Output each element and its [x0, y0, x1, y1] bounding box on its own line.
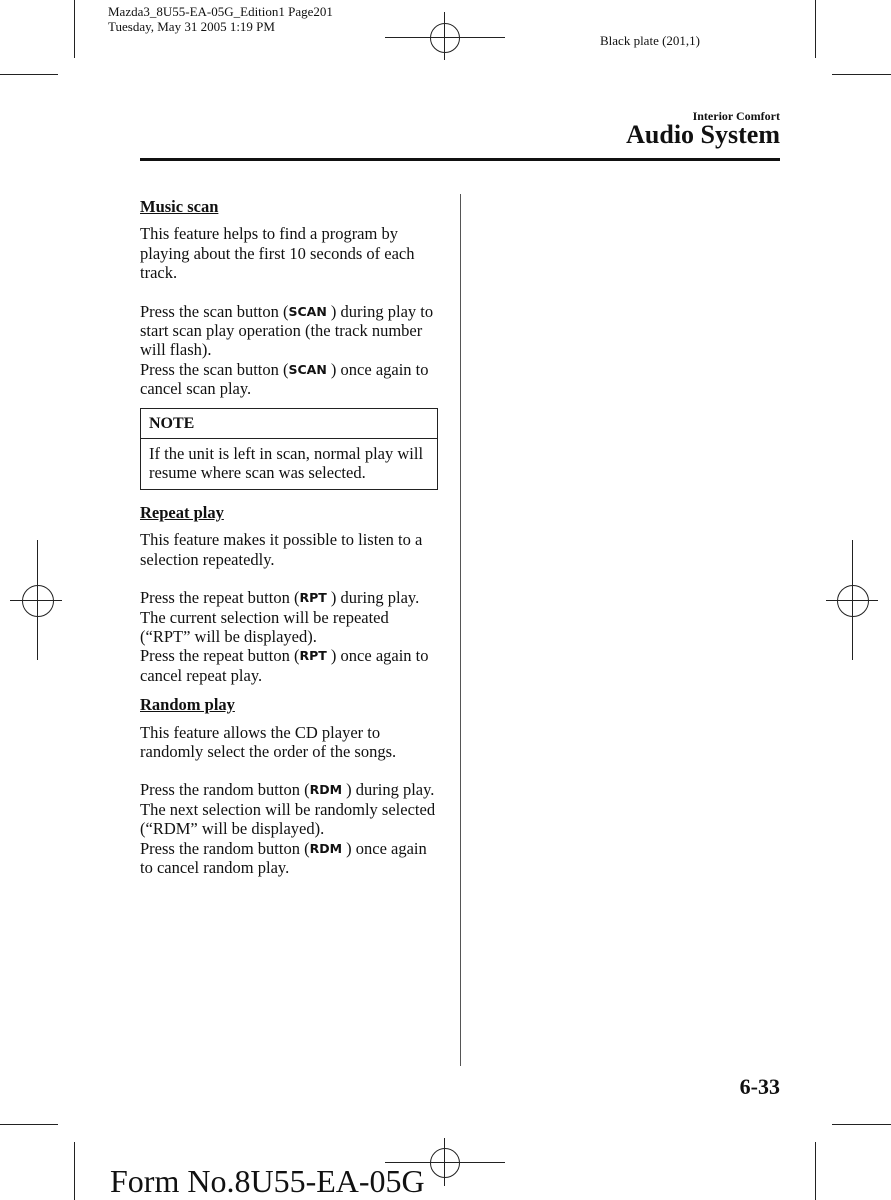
rpt-button-icon: RPT [299, 648, 327, 664]
repeat-play-heading: Repeat play [140, 502, 224, 522]
repeat-play-intro: This feature makes it possible to listen to a selection repeatedly. [140, 530, 423, 569]
random-play-start-text: Press the random button (RDM ) during play. The next selection will be randomly selected (“RDM” will be displayed). [140, 780, 436, 839]
section-label: Interior Comfort [692, 109, 780, 123]
header-rule [140, 158, 780, 161]
random-play-heading: Random play [140, 695, 235, 715]
page-number: 6-33 [739, 1074, 780, 1099]
repeat-play-cancel-text: Press the repeat button (RPT ) once again to cancel repeat play. [140, 646, 429, 685]
column-divider [460, 194, 461, 1066]
scan-button-icon: SCAN [288, 303, 327, 319]
music-scan-start-text: Press the scan button (SCAN ) during play to start scan play operation (the track number will flash). [140, 301, 434, 360]
repeat-play-start-text: Press the repeat button (RPT ) during play. The current selection will be repeated (“RPT” will be displayed). [140, 588, 420, 646]
note-heading: NOTE [141, 409, 437, 439]
rpt-button-icon: RPT [299, 590, 327, 606]
plate-label: Black plate (201,1) [600, 33, 700, 48]
form-number: Form No.8U55-EA-05G [110, 1163, 425, 1199]
scan-button-icon: SCAN [288, 361, 327, 377]
random-play-cancel-text: Press the random button (RDM ) once again to cancel random play. [140, 838, 427, 877]
music-scan-heading: Music scan [140, 197, 219, 216]
print-job-line: Mazda3_8U55-EA-05G_Edition1 Page201 [108, 4, 333, 19]
rdm-button-icon: RDM [309, 840, 343, 856]
music-scan-cancel-text: Press the scan button (SCAN ) once again to cancel scan play. [140, 359, 429, 399]
print-metadata [108, 4, 333, 34]
rdm-button-icon: RDM [309, 782, 343, 798]
page-title: Audio System [626, 120, 780, 149]
note-text: If the unit is left in scan, normal play will resume where scan was selected. [149, 444, 424, 483]
note-box [140, 408, 438, 490]
random-play-intro: This feature allows the CD player to randomly select the order of the songs. [140, 722, 397, 761]
main-column [140, 197, 440, 877]
print-timestamp: Tuesday, May 31 2005 1:19 PM [108, 19, 275, 34]
music-scan-intro: This feature helps to find a program by playing about the first 10 seconds of each track. [140, 224, 415, 283]
